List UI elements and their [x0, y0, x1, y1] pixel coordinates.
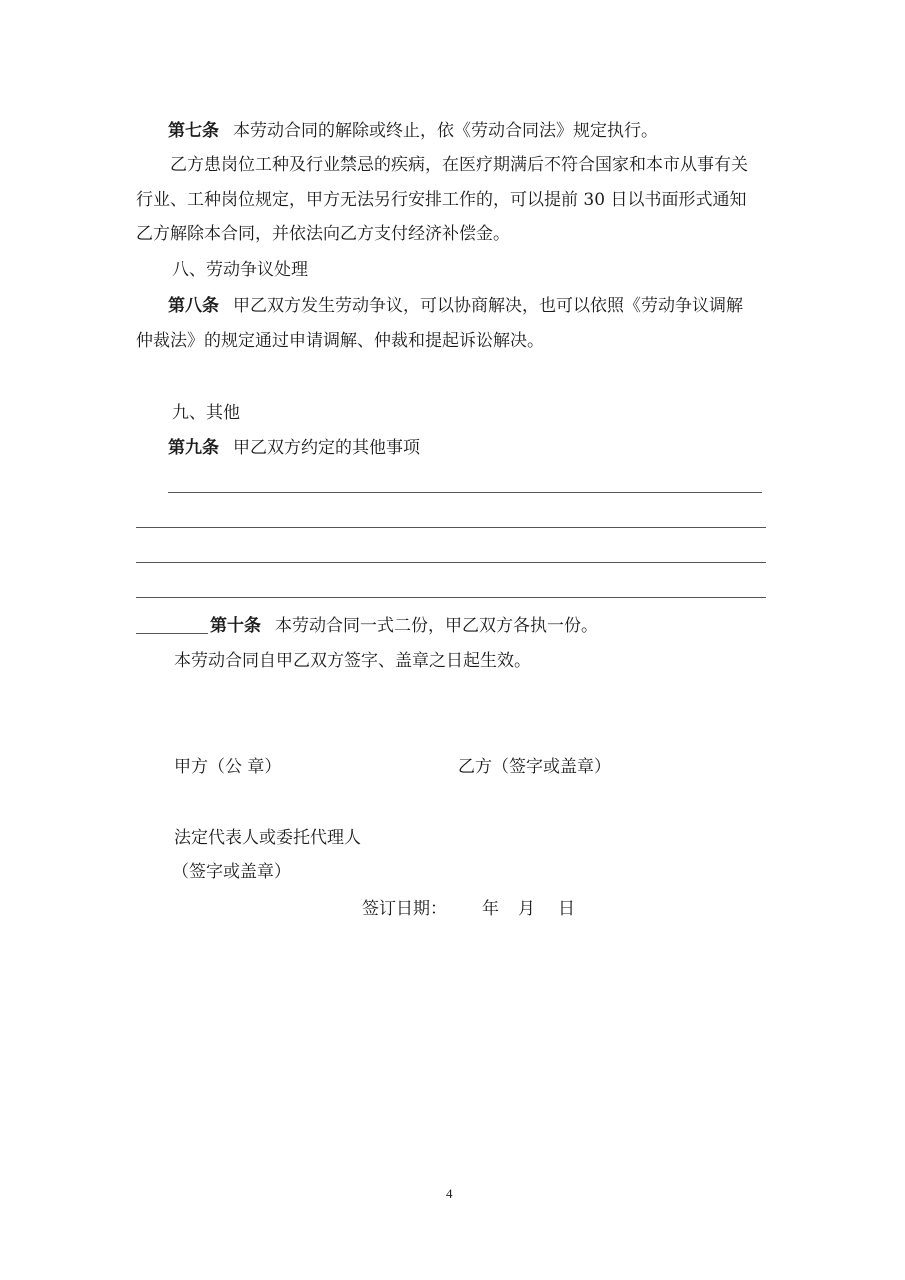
- party-b-signature: 乙方（签字或盖章）: [458, 757, 611, 777]
- article9-text: 甲乙双方约定的其他事项: [233, 438, 420, 458]
- article7-text: 本劳动合同的解除或终止，依《劳动合同法》规定执行。: [233, 121, 658, 141]
- section8-title: 八、劳动争议处理: [172, 260, 308, 280]
- article8-line1: [168, 296, 743, 316]
- article8-text-line1: 甲乙双方发生劳动争议，可以协商解决，也可以依照《劳动争议调解: [233, 296, 743, 316]
- article8-line2: 仲裁法》的规定通过申请调解、仲裁和提起诉讼解决。: [136, 331, 544, 351]
- party-a-seal: 甲方（公 章）: [174, 757, 282, 777]
- article8-heading: 第八条: [168, 296, 219, 316]
- article10-effective: 本劳动合同自甲乙双方签字、盖章之日起生效。: [174, 651, 531, 671]
- article7-line: [168, 121, 658, 141]
- article10-blank-underline: [136, 633, 208, 634]
- article10-heading: 第十条: [210, 616, 261, 636]
- signing-date-year: 年: [482, 899, 499, 919]
- article7-paragraph-line2: 行业、工种岗位规定，甲方无法另行安排工作的，可以提前 30 日以书面形式通知: [136, 190, 747, 210]
- signing-date-day: 日: [558, 899, 575, 919]
- article10-line: [210, 616, 598, 636]
- legal-representative-label: 法定代表人或委托代理人: [174, 828, 361, 848]
- article7-paragraph-line3: 乙方解除本合同，并依法向乙方支付经济补偿金。: [136, 224, 510, 244]
- section9-title: 九、其他: [172, 403, 240, 423]
- article10-text: 本劳动合同一式二份，甲乙双方各执一份。: [275, 616, 598, 636]
- article9-line: [168, 438, 420, 458]
- blank-line-4: [136, 597, 766, 598]
- blank-line-2: [136, 527, 766, 528]
- article7-heading: 第七条: [168, 121, 219, 141]
- blank-line-3: [136, 562, 766, 563]
- representative-sign-note: （签字或盖章）: [172, 862, 291, 882]
- article9-heading: 第九条: [168, 438, 219, 458]
- article7-paragraph-line1: 乙方患岗位工种及行业禁忌的疾病，在医疗期满后不符合国家和本市从事有关: [170, 155, 748, 175]
- signing-date-label: 签订日期：: [362, 899, 447, 919]
- signing-date-month: 月: [518, 899, 535, 919]
- blank-line-1: [168, 492, 762, 493]
- page-number: 4: [446, 1186, 453, 1201]
